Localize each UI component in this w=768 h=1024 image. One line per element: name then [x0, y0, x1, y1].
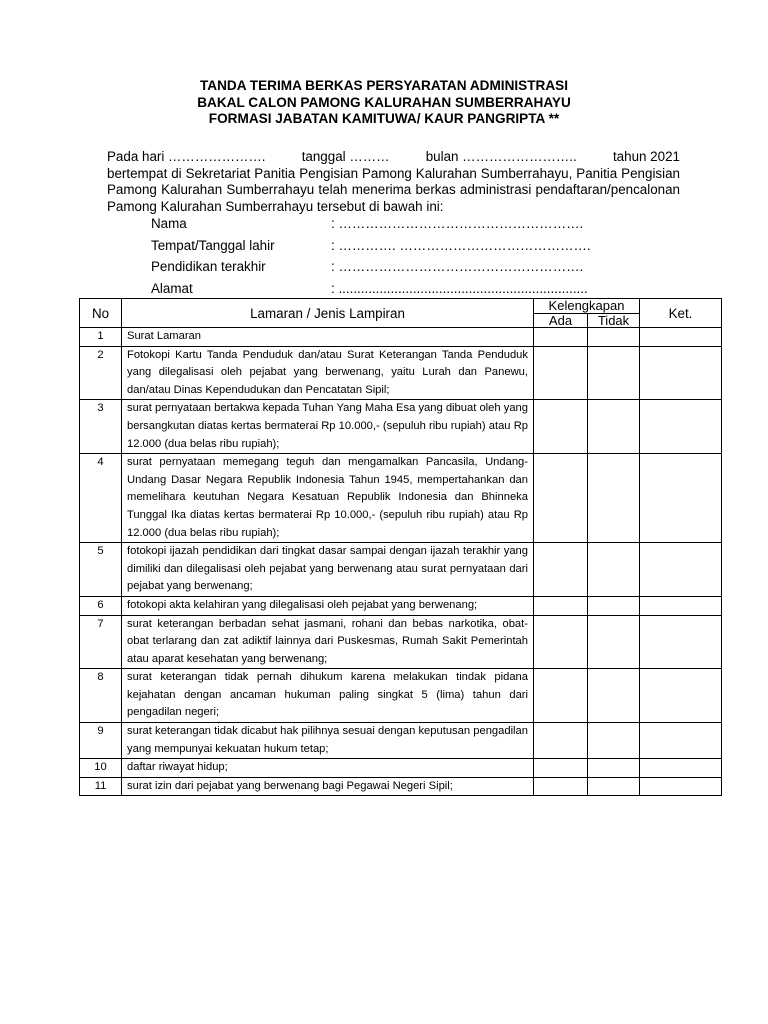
table-row [80, 346, 722, 400]
table-row [80, 596, 722, 615]
row-tidak-cell[interactable] [588, 777, 640, 796]
table-row [80, 615, 722, 669]
row-ket-cell[interactable] [640, 328, 722, 347]
row-ada-cell[interactable] [534, 777, 588, 796]
intro-first-line [107, 149, 680, 166]
intro-month: bulan …………………….. [425, 149, 577, 164]
row-ada-cell[interactable] [534, 723, 588, 759]
row-lampiran-text: fotokopi akta kelahiran yang dilegalisasi oleh pejabat yang berwenang; [122, 596, 534, 615]
intro-year: tahun 2021 [612, 149, 680, 164]
row-tidak-cell[interactable] [588, 596, 640, 615]
row-tidak-cell[interactable] [588, 759, 640, 778]
row-ada-cell[interactable] [534, 454, 588, 543]
row-number: 2 [80, 346, 122, 400]
document-title [0, 78, 768, 128]
row-ket-cell[interactable] [640, 615, 722, 669]
row-ada-cell[interactable] [534, 759, 588, 778]
row-ket-cell[interactable] [640, 400, 722, 454]
row-lampiran-text: surat keterangan tidak pernah dihukum karena melakukan tindak pidana kejahatan dengan ancaman hukuman paling singkat 5 (lima) tahun dari pengadilan negeri; [122, 669, 534, 723]
title-line-3: FORMASI JABATAN KAMITUWA/ KAUR PANGRIPTA ** [208, 111, 560, 126]
header-lampiran: Lamaran / Jenis Lampiran [122, 299, 534, 328]
row-lampiran-text: fotokopi ijazah pendidikan dari tingkat dasar sampai dengan ijazah terakhir yang dimiliki dan dilegalisasi oleh pejabat yang berwenang atau surat pernyataan dari pejabat yang berwenang; [122, 543, 534, 597]
row-tidak-cell[interactable] [588, 615, 640, 669]
row-lampiran-text: surat pernyataan bertakwa kepada Tuhan Yang Maha Esa yang dibuat oleh yang bersangkutan diatas kertas bermaterai Rp 10.000,- (sepuluh ribu rupiah) atau Rp 12.000 (dua belas ribu rupiah); [122, 400, 534, 454]
table-row [80, 777, 722, 796]
field-value: : …………. ……………………………………. [331, 237, 591, 253]
row-tidak-cell[interactable] [588, 454, 640, 543]
header-no: No [80, 299, 122, 328]
row-lampiran-text: surat izin dari pejabat yang berwenang bagi Pegawai Negeri Sipil; [122, 777, 534, 796]
table-row [80, 543, 722, 597]
field-value: : ………………………………………………. [331, 259, 584, 275]
requirements-table [79, 298, 722, 796]
row-tidak-cell[interactable] [588, 400, 640, 454]
header-kelengkapan: Kelengkapan [534, 299, 640, 314]
row-number: 9 [80, 723, 122, 759]
row-tidak-cell[interactable] [588, 723, 640, 759]
row-lampiran-text: Surat Lamaran [122, 328, 534, 347]
row-lampiran-text: surat pernyataan memegang teguh dan mengamalkan Pancasila, Undang-Undang Dasar Negara Republik Indonesia Tahun 1945, mempertahankan dan memelihara keutuhan Negara Kesatuan Republik Indonesia dan Bhinneka Tunggal Ika diatas kertas bermaterai Rp 10.000,- (sepuluh ribu rupiah) atau Rp 12.000 (dua belas ribu rupiah); [122, 454, 534, 543]
field-nama [151, 213, 591, 235]
header-ket: Ket. [640, 299, 722, 328]
header-tidak: Tidak [588, 314, 640, 328]
table-row [80, 328, 722, 347]
row-number: 6 [80, 596, 122, 615]
row-lampiran-text: daftar riwayat hidup; [122, 759, 534, 778]
field-value: : ................................................................... [331, 280, 588, 296]
table-row [80, 400, 722, 454]
field-value: : ………………………………………………. [331, 216, 584, 232]
intro-rest: bertempat di Sekretariat Panitia Pengisian Pamong Kalurahan Sumberrahayu, Panitia Pengisian Pamong Kalurahan Sumberrahayu telah menerima berkas administrasi pendaftaran/pencalonan Pamong Kalurahan Sumberrahayu tersebut di bawah ini: [107, 165, 680, 214]
intro-date: tanggal ……… [301, 149, 390, 164]
row-ket-cell[interactable] [640, 777, 722, 796]
row-number: 8 [80, 669, 122, 723]
row-ket-cell[interactable] [640, 346, 722, 400]
applicant-fields [151, 213, 591, 299]
row-ket-cell[interactable] [640, 669, 722, 723]
field-label: Pendidikan terakhir [151, 259, 266, 275]
table-row [80, 723, 722, 759]
field-pendidikan-terakhir [151, 256, 591, 278]
row-ket-cell[interactable] [640, 759, 722, 778]
field-label: Tempat/Tanggal lahir [151, 237, 275, 253]
row-number: 10 [80, 759, 122, 778]
row-ada-cell[interactable] [534, 543, 588, 597]
header-ada: Ada [534, 314, 588, 328]
title-line-2: BAKAL CALON PAMONG KALURAHAN SUMBERRAHAYU [197, 94, 571, 110]
row-number: 11 [80, 777, 122, 796]
row-number: 4 [80, 454, 122, 543]
row-number: 3 [80, 400, 122, 454]
row-ket-cell[interactable] [640, 596, 722, 615]
table-row [80, 669, 722, 723]
field-tempat-tanggal-lahir [151, 235, 591, 257]
row-number: 1 [80, 328, 122, 347]
row-ket-cell[interactable] [640, 454, 722, 543]
row-ket-cell[interactable] [640, 543, 722, 597]
row-ket-cell[interactable] [640, 723, 722, 759]
field-label: Alamat [151, 280, 193, 296]
field-label: Nama [151, 216, 187, 232]
row-tidak-cell[interactable] [588, 543, 640, 597]
row-lampiran-text: surat keterangan tidak dicabut hak pilihnya sesuai dengan keputusan pengadilan yang mempunyai kekuatan hukum tetap; [122, 723, 534, 759]
row-number: 7 [80, 615, 122, 669]
row-ada-cell[interactable] [534, 669, 588, 723]
row-ada-cell[interactable] [534, 400, 588, 454]
row-ada-cell[interactable] [534, 328, 588, 347]
row-tidak-cell[interactable] [588, 346, 640, 400]
row-ada-cell[interactable] [534, 615, 588, 669]
title-line-1: TANDA TERIMA BERKAS PERSYARATAN ADMINISTRASI [199, 78, 569, 93]
row-ada-cell[interactable] [534, 596, 588, 615]
row-tidak-cell[interactable] [588, 669, 640, 723]
field-alamat [151, 278, 591, 300]
table-row [80, 759, 722, 778]
row-tidak-cell[interactable] [588, 328, 640, 347]
row-lampiran-text: surat keterangan berbadan sehat jasmani, rohani dan bebas narkotika, obat-obat terlarang dan zat adiktif lainnya dari Puskesmas, Rumah Sakit Pemerintah atau aparat kesehatan yang berwenang; [122, 615, 534, 669]
intro-paragraph [107, 149, 680, 215]
row-number: 5 [80, 543, 122, 597]
intro-day: Pada hari …………………. [107, 149, 266, 164]
row-lampiran-text: Fotokopi Kartu Tanda Penduduk dan/atau Surat Keterangan Tanda Penduduk yang dilegalisasi oleh pejabat yang berwenang, yaitu Lurah dan Panewu, dan/atau Dinas Kependudukan dan Pencatatan Sipil; [122, 346, 534, 400]
table-row [80, 454, 722, 543]
row-ada-cell[interactable] [534, 346, 588, 400]
